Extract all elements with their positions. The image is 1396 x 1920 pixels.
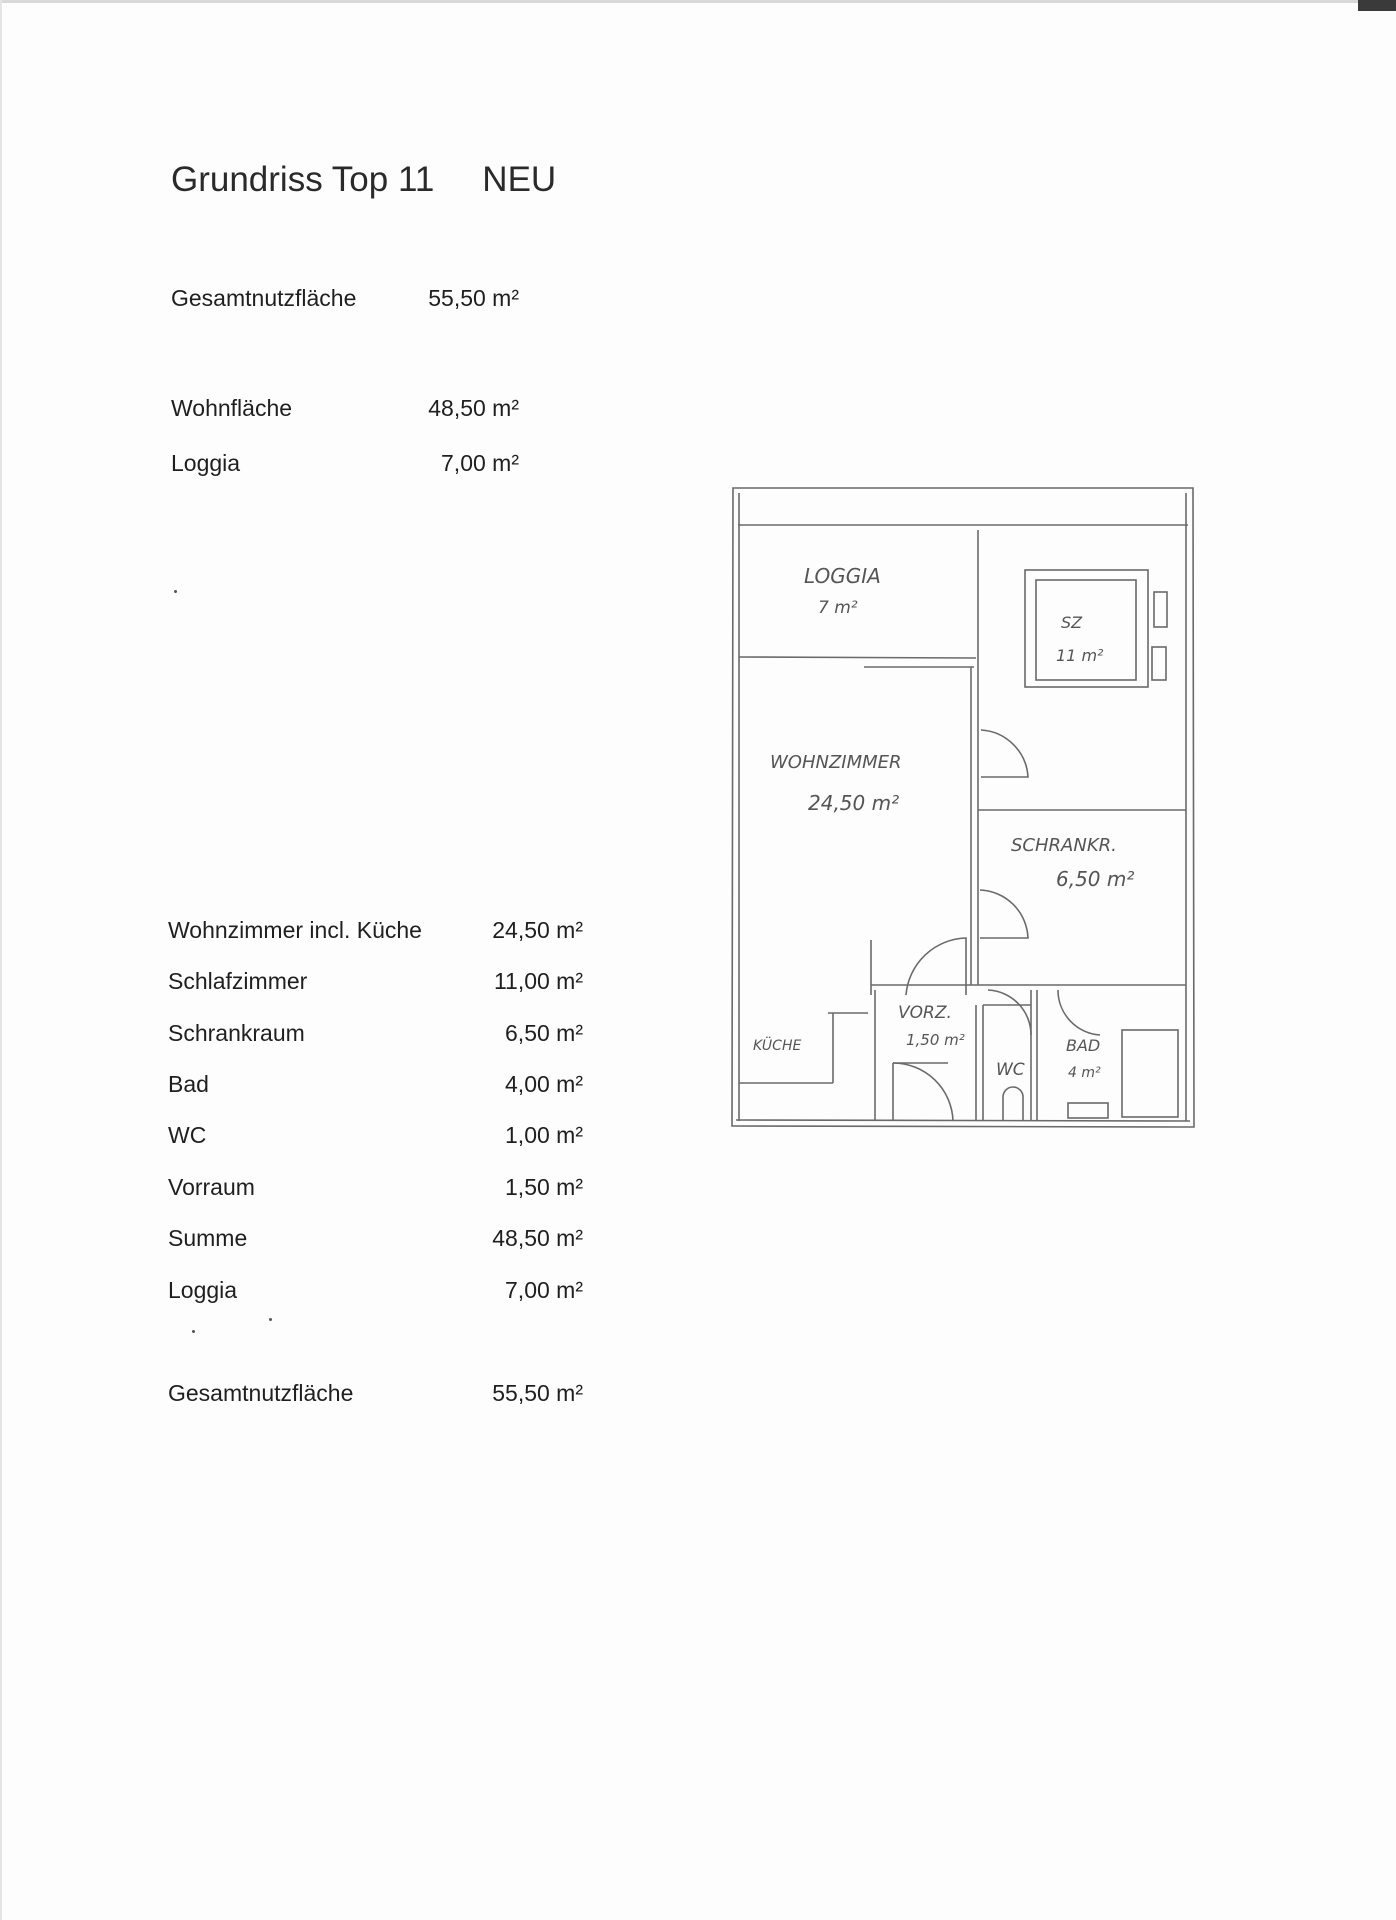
summary-label: Wohnfläche (171, 395, 293, 421)
plan-bed (1025, 570, 1148, 687)
plan-area-sz: 11 m² (1056, 646, 1104, 665)
scan-speck (174, 590, 177, 593)
room-label: WC (168, 1122, 207, 1148)
title-tag: NEU (482, 160, 557, 199)
plan-door (988, 990, 1031, 1035)
plan-bathtub (1122, 1030, 1178, 1117)
total-label: Gesamtnutzfläche (168, 1380, 354, 1406)
plan-label-sz: SZ (1061, 613, 1083, 632)
plan-label-wc: WC (996, 1060, 1025, 1080)
room-label: Loggia (168, 1277, 238, 1303)
page-title (171, 160, 556, 200)
plan-door (893, 1063, 953, 1121)
room-label: Summe (168, 1225, 248, 1251)
summary-value: 55,50 m² (428, 285, 519, 311)
scan-edge-top (0, 0, 1396, 3)
plan-area-vorraum: 1,50 m² (906, 1031, 965, 1049)
room-value: 7,00 m² (505, 1277, 583, 1303)
plan-bed-inner (1036, 580, 1136, 680)
plan-label-wohnzimmer: WOHNZIMMER (770, 752, 902, 773)
room-value: 4,00 m² (505, 1071, 583, 1097)
summary-label: Loggia (171, 450, 241, 476)
plan-label-schrankraum: SCHRANKR. (1011, 835, 1117, 856)
title-main: Grundriss Top 11 (171, 160, 435, 199)
plan-wardrobe (1154, 592, 1167, 627)
plan-area-loggia: 7 m² (818, 598, 858, 618)
summary-label: Gesamtnutzfläche (171, 285, 357, 311)
room-label: Bad (168, 1071, 209, 1097)
plan-label-vorraum: VORZ. (898, 1003, 952, 1023)
room-value: 6,50 m² (505, 1020, 583, 1046)
plan-wall (736, 1120, 1190, 1121)
summary-value: 48,50 m² (428, 395, 519, 421)
floor-plan-sketch (728, 485, 1198, 1130)
plan-door (980, 890, 1028, 938)
plan-wardrobe (1152, 647, 1166, 680)
plan-wall (739, 657, 976, 658)
summary-value: 7,00 m² (441, 450, 519, 476)
scan-speck (269, 1318, 272, 1321)
floor-plan-svg (728, 485, 1198, 1130)
room-value: 1,00 m² (505, 1122, 583, 1148)
plan-door (1058, 990, 1100, 1035)
scan-edge-corner (1358, 0, 1396, 11)
room-label: Vorraum (168, 1174, 255, 1200)
room-label: Schrankraum (168, 1020, 305, 1046)
plan-door (981, 730, 1028, 777)
room-value: 11,00 m² (493, 968, 583, 994)
plan-label-loggia: LOGGIA (804, 564, 881, 588)
plan-sink (1068, 1103, 1108, 1118)
room-label: Schlafzimmer (168, 968, 308, 994)
plan-label-kueche: KÜCHE (753, 1038, 802, 1054)
scan-speck (192, 1330, 195, 1333)
plan-toilet (1003, 1087, 1023, 1121)
room-value: 1,50 m² (505, 1174, 583, 1200)
plan-area-schrankraum: 6,50 m² (1056, 867, 1135, 891)
plan-door (906, 938, 966, 995)
room-label: Wohnzimmer incl. Küche (168, 917, 422, 943)
total-value: 55,50 m² (492, 1380, 583, 1406)
room-value: 24,50 m² (492, 917, 583, 943)
room-value: 48,50 m² (492, 1225, 583, 1251)
plan-area-wohnzimmer: 24,50 m² (808, 791, 900, 815)
plan-label-bad: BAD (1066, 1036, 1101, 1055)
plan-area-bad: 4 m² (1068, 1065, 1101, 1081)
scan-edge-left (0, 0, 2, 1920)
